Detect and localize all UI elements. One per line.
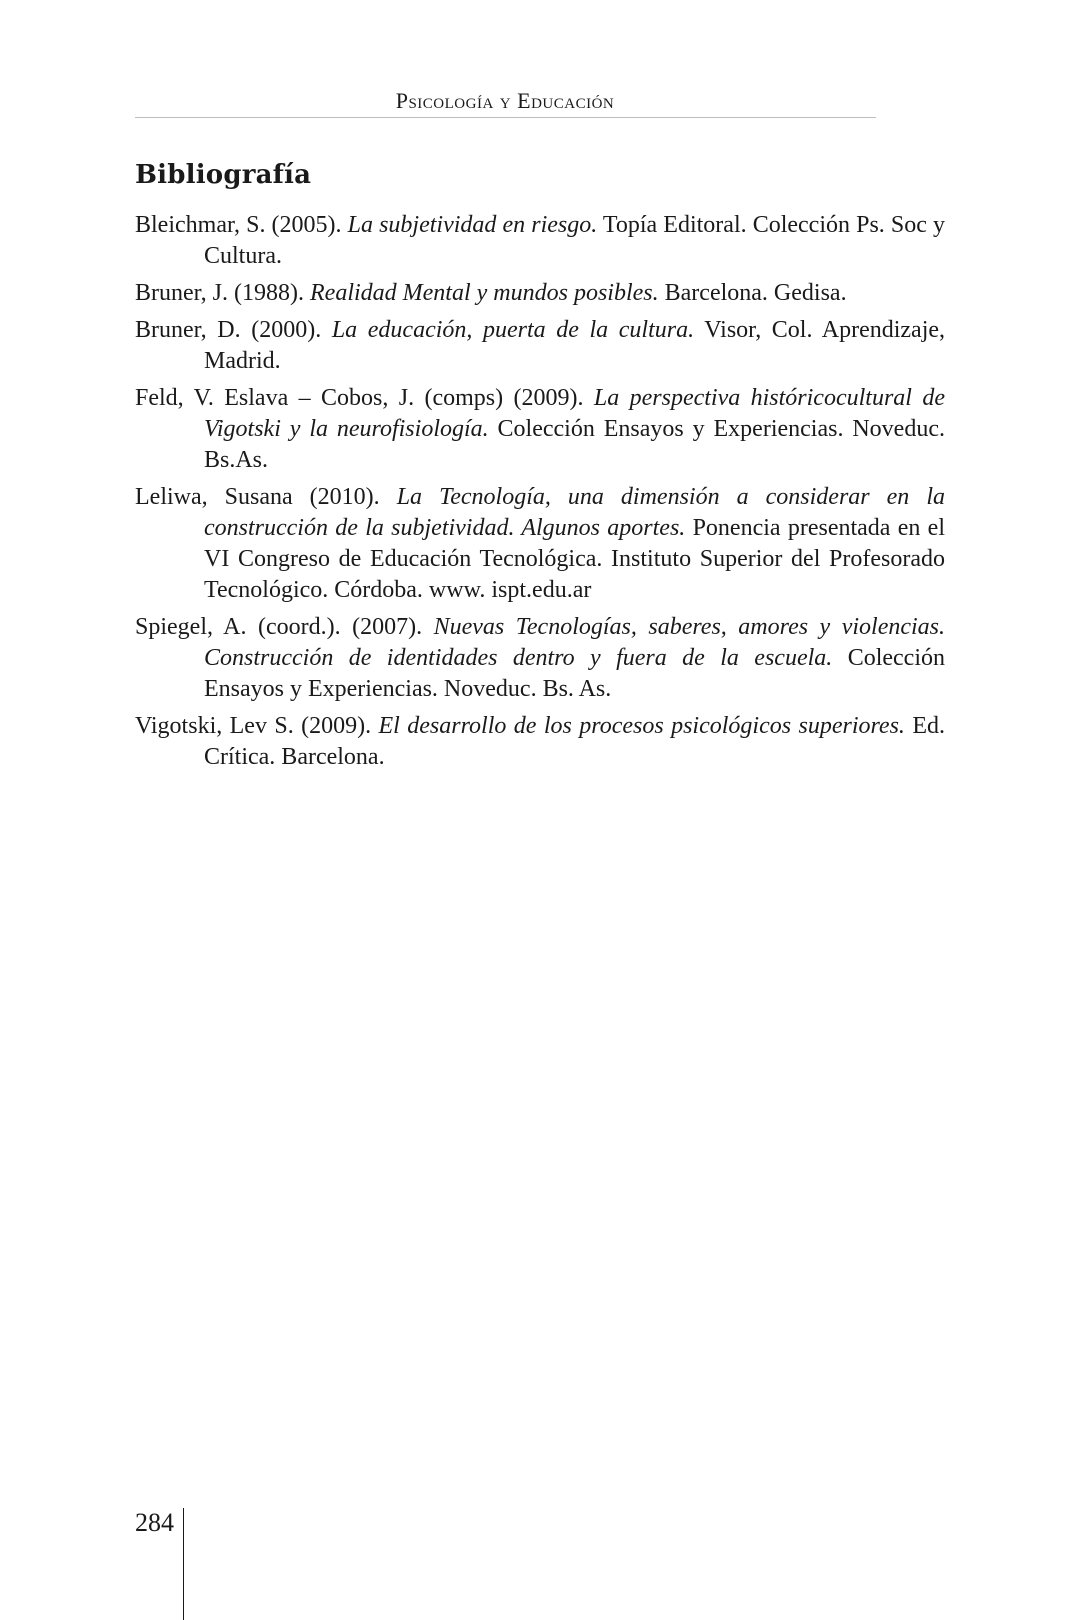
entry-publisher: Colección Ensayos y Experiencias. Noveduc. Bs. As. <box>204 645 945 702</box>
bibliography-entry <box>135 711 945 773</box>
running-header: Psicología y Educación <box>395 88 615 113</box>
bibliography-entry <box>135 315 945 377</box>
entry-publisher: Ponencia presentada en el VI Congreso de Educación Tecnológica. Instituto Superior del Profesorado Tecnológico. Córdoba. www. ispt.edu.ar <box>204 515 946 603</box>
entry-title: La perspectiva históricocultural de Vigotski y la neurofisiología. <box>204 385 945 442</box>
bibliography-entry <box>135 210 945 272</box>
entry-authors: Bruner, D. (2000). <box>135 317 332 343</box>
entry-publisher: Ed. Crítica. Barcelona. <box>204 713 945 770</box>
section-heading: Bibliografía <box>135 160 312 190</box>
gutter-rule <box>183 1508 184 1620</box>
entry-publisher: Barcelona. Gedisa. <box>658 280 847 306</box>
entry-publisher: Topía Editoral. Colección Ps. Soc y Cultura. <box>204 212 945 269</box>
header-rule <box>135 117 876 118</box>
entry-authors: Leliwa, Susana (2010). <box>135 484 397 510</box>
entry-title: El desarrollo de los procesos psicológicos superiores. <box>378 713 905 739</box>
bibliography-entry <box>135 482 945 606</box>
entry-authors: Spiegel, A. (coord.). (2007). <box>135 614 434 640</box>
entry-publisher: Colección Ensayos y Experiencias. Noveduc. Bs.As. <box>204 416 945 473</box>
entry-authors: Bleichmar, S. (2005). <box>135 212 348 238</box>
entry-authors: Feld, V. Eslava – Cobos, J. (comps) (2009). <box>135 385 594 411</box>
entry-title: Nuevas Tecnologías, saberes, amores y violencias. Construcción de identidades dentro y fuera de la escuela. <box>204 614 946 671</box>
bibliography-entry <box>135 383 945 476</box>
bibliography-list <box>135 210 945 779</box>
entry-title: La subjetividad en riesgo. <box>347 212 598 238</box>
entry-authors: Bruner, J. (1988). <box>135 280 311 306</box>
bibliography-entry <box>135 612 945 705</box>
bibliography-entry <box>135 278 945 309</box>
page-number: 284 <box>135 1508 174 1537</box>
entry-title: La Tecnología, una dimensión a considerar en la construcción de la subjetividad. Algunos aportes. <box>204 484 946 541</box>
entry-title: La educación, puerta de la cultura. <box>331 317 695 343</box>
entry-publisher: Visor, Col. Aprendizaje, Madrid. <box>204 317 946 374</box>
entry-title: Realidad Mental y mundos posibles. <box>310 280 659 306</box>
entry-authors: Vigotski, Lev S. (2009). <box>135 713 379 739</box>
